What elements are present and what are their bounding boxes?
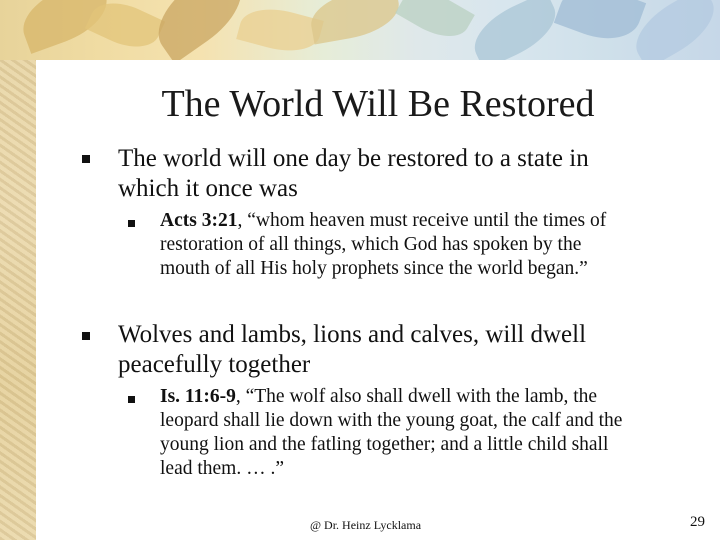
scripture-reference: Is. 11:6-9 [160, 386, 236, 407]
slide-title: The World Will Be Restored [161, 83, 595, 125]
scripture-quote: , “The wolf also shall dwell with the lamb, the leopard shall lie down with the young goat, the calf and the young lion and the fatling together; and a little child shall lead them. … .” [160, 386, 623, 479]
top-leaf-banner [0, 0, 720, 60]
slide-number: 29 [690, 514, 705, 530]
footer-author: @ Dr. Heinz Lycklama [310, 518, 422, 532]
scripture-reference: Acts 3:21 [160, 210, 238, 231]
bullet-square-icon [82, 332, 90, 340]
scripture-quote: , “whom heaven must receive until the times of restoration of all things, which God has spoken by the mouth of all His holy prophets since the world began.” [160, 210, 607, 279]
bullet-1-text: The world will one day be restored to a state in which it once was [118, 145, 589, 202]
bullet-square-icon [82, 155, 90, 163]
bullet-2-text: Wolves and lambs, lions and calves, will dwell peacefully together [118, 321, 587, 378]
left-parchment-border [0, 0, 36, 540]
sub-bullet-square-icon [128, 220, 135, 227]
sub-bullet-2-text [160, 385, 630, 481]
sub-bullet-1-text [160, 209, 630, 281]
sub-bullet-square-icon [128, 396, 135, 403]
